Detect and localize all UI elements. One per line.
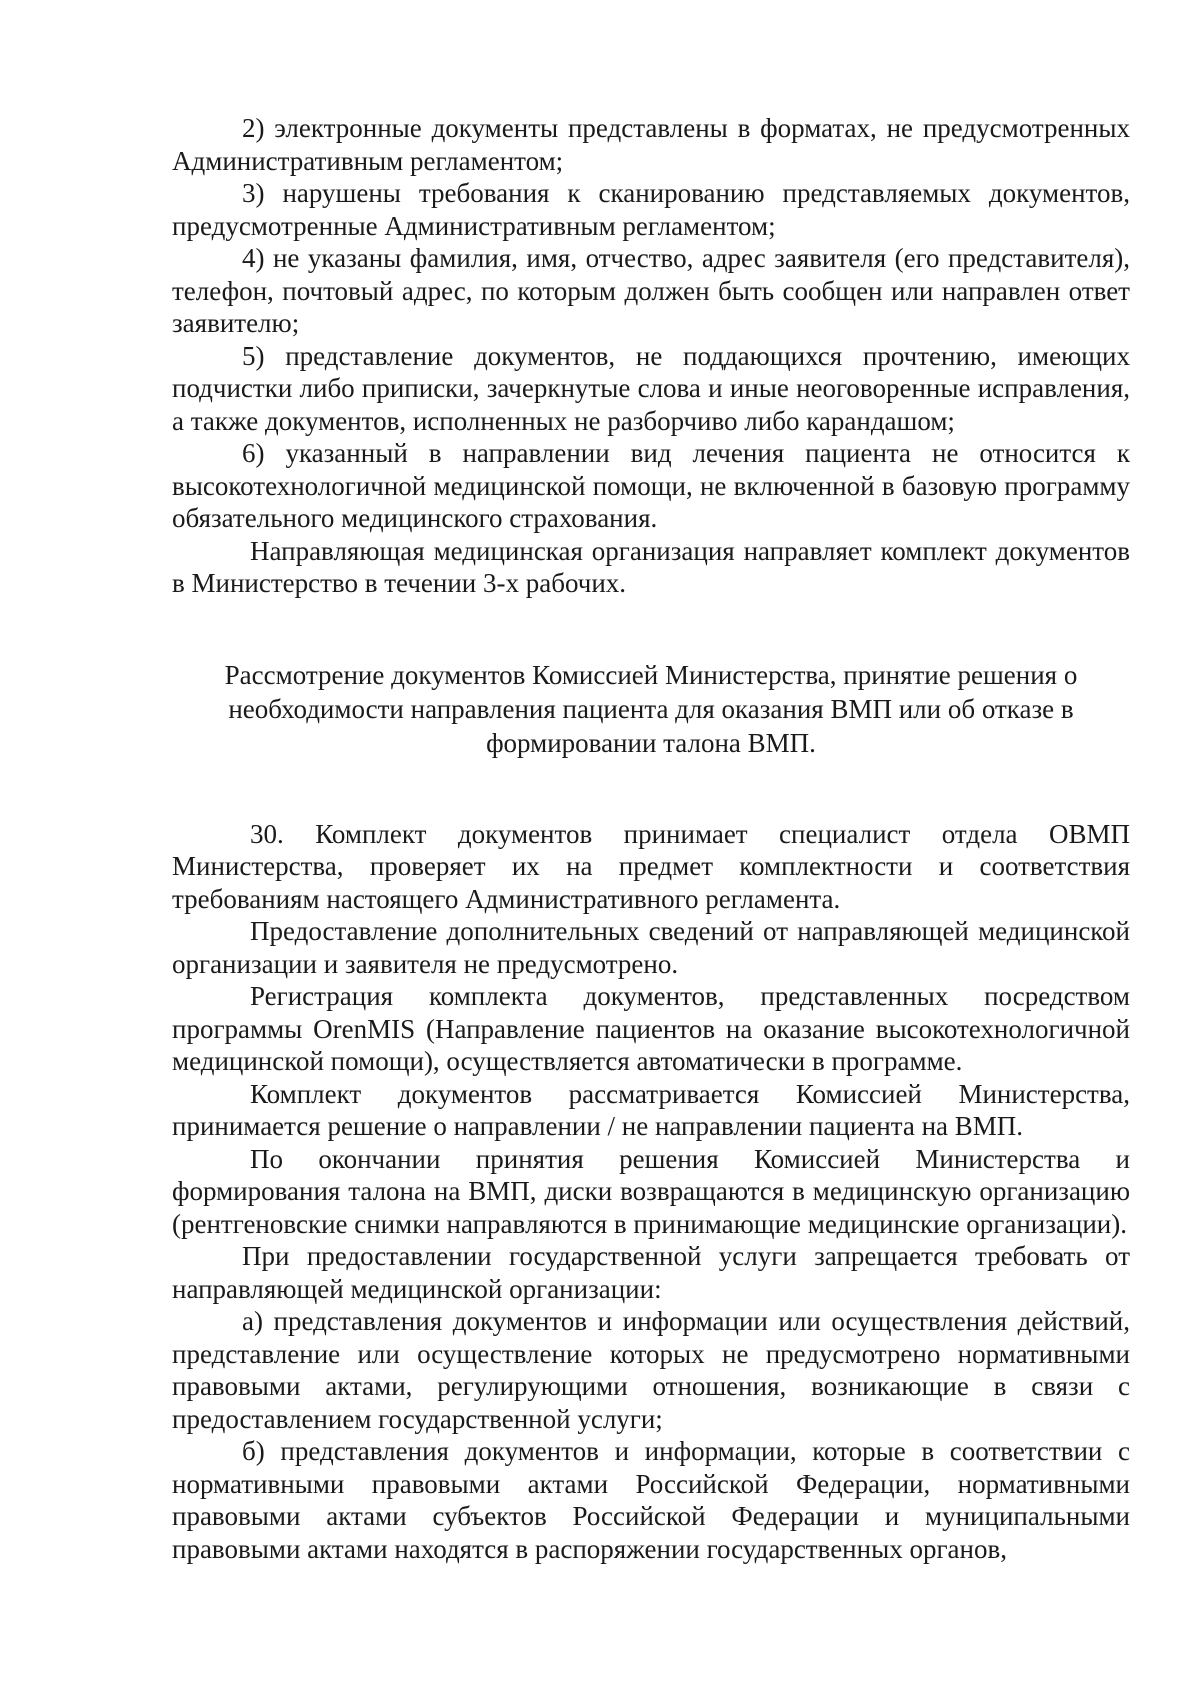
document-page [172, 112, 1130, 1565]
paragraph-prohibition: При предоставлении государственной услуги запрещается требовать от направляющей медицинской организации: [172, 1241, 1130, 1304]
list-item-4: 4) не указаны фамилия, имя, отчество, адрес заявителя (его представителя), телефон, почтовый адрес, по которым должен быть сообщен или направлен ответ заявителю; [172, 243, 1130, 338]
list-item-6: 6) указанный в направлении вид лечения пациента не относится к высокотехнологичной медицинской помощи, не включенной в базовую программу обязательного медицинского страхования. [172, 438, 1130, 533]
submission-paragraph: Направляющая медицинская организация направляет комплект документов в Министерство в течении 3-х рабочих. [172, 535, 1130, 598]
list-item-2: 2) электронные документы представлены в форматах, не предусмотренных Административным регламентом; [172, 113, 1130, 176]
paragraph-item-b: б) представления документов и информации, которые в соответствии с нормативными правовыми актами Российской Федерации, нормативными правовыми актами субъектов Российской Федерации и муниципальными правовыми актами находятся в распоряжении государственных органов, [172, 1436, 1130, 1564]
paragraph-additional-info: Предоставление дополнительных сведений от направляющей медицинской организации и заявителя не предусмотрено. [172, 916, 1130, 979]
list-item-5: 5) представление документов, не поддающихся прочтению, имеющих подчистки либо приписки, зачеркнутые слова и иные неоговоренные исправления, а также документов, исполненных не разборчиво либо карандашом; [172, 340, 1130, 436]
paragraph-registration: Регистрация комплекта документов, представленных посредством программы OrenMIS (Направление пациентов на оказание высокотехнологичной медицинской помощи), осуществляется автоматически в программе. [172, 981, 1130, 1076]
paragraph-30: 30. Комплект документов принимает специалист отдела ОВМП Министерства, проверяет их на предмет комплектности и соответствия требованиям настоящего Административного регламента. [172, 818, 1130, 914]
paragraph-review: Комплект документов рассматривается Комиссией Министерства, принимается решение о направлении / не направлении пациента на ВМП. [172, 1078, 1130, 1141]
list-item-3: 3) нарушены требования к сканированию представляемых документов, предусмотренные Административным регламентом; [172, 178, 1130, 241]
paragraph-item-a: а) представления документов и информации или осуществления действий, представление или осуществление которых не предусмотрено нормативными правовыми актами, регулирующими отношения, возникающие в связи с предоставлением государственной услуги; [172, 1306, 1130, 1434]
paragraph-after-decision: По окончании принятия решения Комиссией Министерства и формирования талона на ВМП, диски возвращаются в медицинскую организацию (рентгеновские снимки направляются в принимающие медицинские организации). [172, 1143, 1130, 1239]
section-heading: Рассмотрение документов Комиссией Министерства, принятие решения о необходимости направления пациента для оказания ВМП или об отказе в формировании талона ВМП. [224, 659, 1078, 758]
